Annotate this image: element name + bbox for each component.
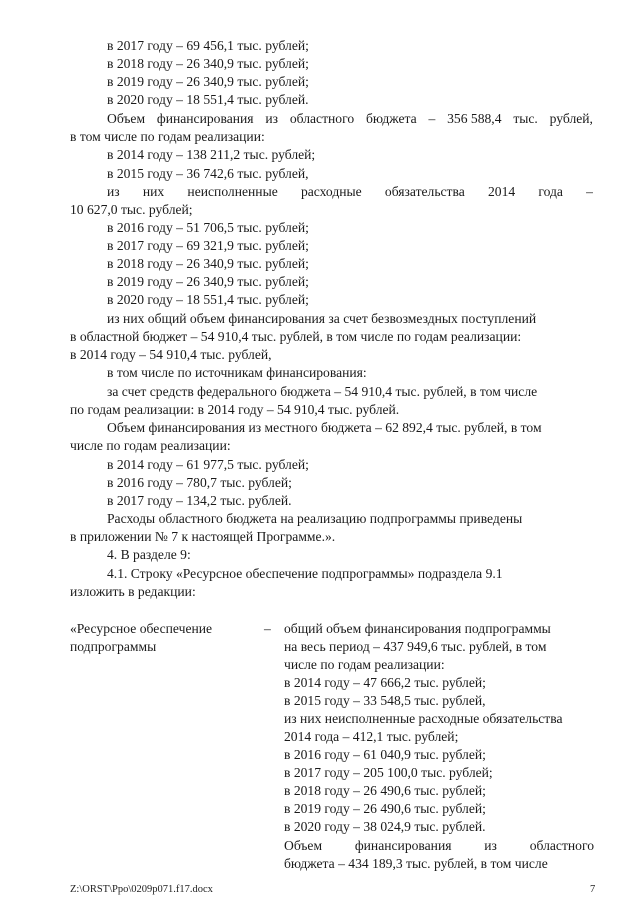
word: областного [529, 838, 594, 853]
table-right-line: общий объем финансирования подпрограммы [284, 621, 551, 636]
justified-line [107, 184, 593, 200]
text-line: Расходы областного бюджета на реализацию подпрограммы приведены [107, 511, 523, 526]
text-line: в 2014 году – 54 910,4 тыс. рублей, [70, 347, 272, 362]
text-line: в 2015 году – 36 742,6 тыс. рублей, [107, 166, 309, 181]
text-line: в 2017 году – 69 456,1 тыс. рублей; [107, 38, 309, 53]
word: Объем [284, 838, 323, 853]
table-right-line: на весь период – 437 949,6 тыс. рублей, в том [284, 639, 547, 654]
table-right-line: в 2018 году – 26 490,6 тыс. рублей; [284, 783, 486, 798]
text-line: в 2014 году – 138 211,2 тыс. рублей; [107, 147, 316, 162]
text-line: 10 627,0 тыс. рублей; [70, 202, 193, 217]
table-right-line: в 2016 году – 61 040,9 тыс. рублей; [284, 747, 486, 762]
text-line: в 2020 году – 18 551,4 тыс. рублей; [107, 292, 309, 307]
word: неисполненные [187, 184, 278, 199]
table-right-line: в 2020 году – 38 024,9 тыс. рублей. [284, 819, 486, 834]
word: рублей, [549, 111, 593, 126]
word: финансирования [354, 838, 452, 853]
word: из [107, 184, 120, 199]
word: расходные [300, 184, 362, 199]
text-line: 4.1. Строку «Ресурсное обеспечение подпрограммы» подраздела 9.1 [107, 566, 503, 581]
word: бюджета [365, 111, 417, 126]
word: года [538, 184, 563, 199]
justified-line [284, 838, 594, 854]
word: – [428, 111, 436, 126]
text-line: в 2017 году – 134,2 тыс. рублей. [107, 493, 292, 508]
table-right-line: в 2017 году – 205 100,0 тыс. рублей; [284, 765, 493, 780]
word: 2014 [487, 184, 516, 199]
word: из [265, 111, 279, 126]
table-right-line: в 2019 году – 26 490,6 тыс. рублей; [284, 801, 486, 816]
word: обязательства [384, 184, 465, 199]
text-line: в том числе по источникам финансирования: [107, 365, 367, 380]
table-right-line: 2014 года – 412,1 тыс. рублей; [284, 729, 459, 744]
text-line: в областной бюджет – 54 910,4 тыс. рублей, в том числе по годам реализации: [70, 329, 522, 344]
justified-line [107, 111, 593, 127]
text-line: изложить в редакции: [70, 584, 196, 599]
text-line: в приложении № 7 к настоящей Программе.». [70, 529, 336, 544]
text-line: в 2016 году – 51 706,5 тыс. рублей; [107, 220, 309, 235]
table-right-line: в 2015 году – 33 548,5 тыс. рублей, [284, 693, 486, 708]
text-line: из них общий объем финансирования за счет безвозмездных поступлений [107, 311, 537, 326]
word: Объем [107, 111, 146, 126]
text-line: в 2018 году – 26 340,9 тыс. рублей; [107, 256, 309, 271]
table-right-line: в 2014 году – 47 666,2 тыс. рублей; [284, 675, 486, 690]
text-line: в 2018 году – 26 340,9 тыс. рублей; [107, 56, 309, 71]
text-line: в 2020 году – 18 551,4 тыс. рублей. [107, 92, 309, 107]
text-line: в 2019 году – 26 340,9 тыс. рублей; [107, 74, 309, 89]
page-number: 7 [590, 884, 596, 895]
word: – [586, 184, 593, 199]
word: областного [289, 111, 355, 126]
text-line: по годам реализации: в 2014 году – 54 910,4 тыс. рублей. [70, 402, 400, 417]
section-heading: 4. В разделе 9: [107, 547, 191, 562]
text-line: в том числе по годам реализации: [70, 129, 265, 144]
text-line: в 2014 году – 61 977,5 тыс. рублей; [107, 457, 309, 472]
word: 356 588,4 [447, 111, 502, 126]
table-dash: – [264, 621, 271, 636]
table-left-label: подпрограммы [70, 639, 157, 654]
text-line: Объем финансирования из местного бюджета – 62 892,4 тыс. рублей, в том [107, 420, 542, 435]
text-line: за счет средств федерального бюджета – 54 910,4 тыс. рублей, в том числе [107, 384, 538, 399]
text-line: в 2016 году – 780,7 тыс. рублей; [107, 475, 292, 490]
word: них [142, 184, 165, 199]
text-line: числе по годам реализации: [70, 438, 231, 453]
table-right-line: числе по годам реализации: [284, 657, 445, 672]
text-line: в 2017 году – 69 321,9 тыс. рублей; [107, 238, 309, 253]
text-line: в 2019 году – 26 340,9 тыс. рублей; [107, 274, 309, 289]
word: из [484, 838, 497, 853]
footer-file-path: Z:\ORST\Ppo\0209p071.f17.docx [70, 884, 213, 895]
table-left-label: «Ресурсное обеспечение [70, 621, 213, 636]
table-right-line: бюджета – 434 189,3 тыс. рублей, в том числе [284, 856, 548, 871]
word: тыс. [513, 111, 538, 126]
word: финансирования [156, 111, 254, 126]
table-right-line: из них неисполненные расходные обязательства [284, 711, 563, 726]
